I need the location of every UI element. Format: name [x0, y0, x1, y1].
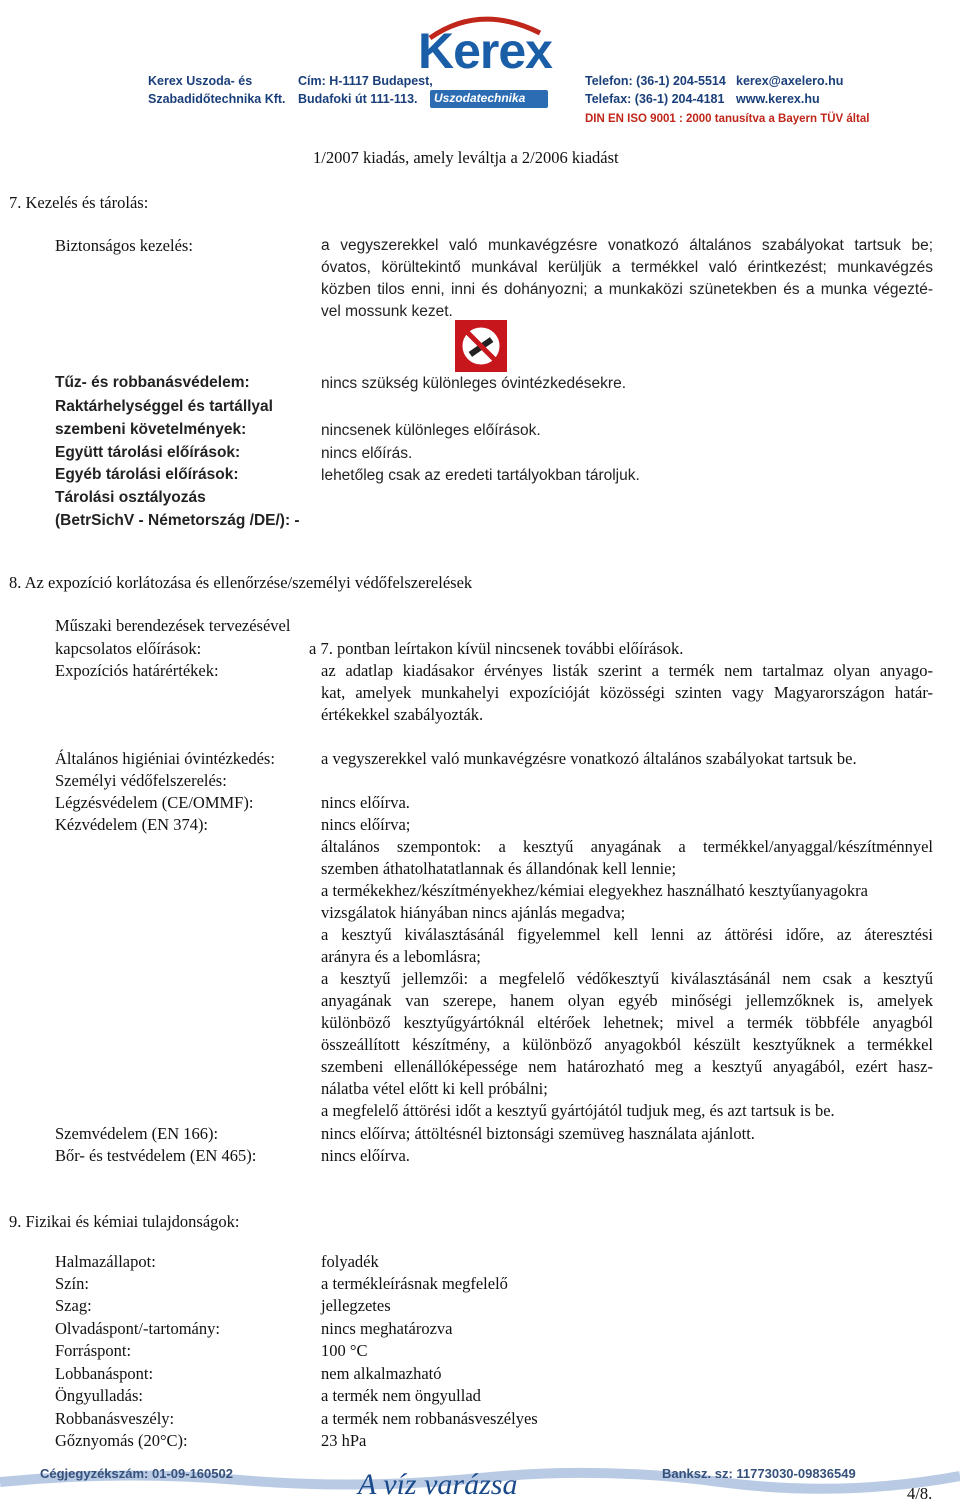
safe-handling-line: a vegyszerekkel való munkavégzésre vonatkozó általános szabályokat tartsuk be;: [321, 237, 933, 254]
property-value: 100 °C: [321, 1341, 368, 1360]
property-label: Robbanásveszély:: [55, 1409, 175, 1428]
hand-protection-line: szembeni ellenállóképessége nem határozható meg a kesztyű anyagából, ezért hasz-: [321, 1057, 933, 1076]
other-storage-label: Egyéb tárolási előírások:: [55, 466, 239, 483]
hygiene-value: a vegyszerekkel való munkavégzésre vonatkozó általános szabályokat tartsuk be.: [321, 749, 857, 768]
property-label: Gőznyomás (20°C):: [55, 1431, 188, 1450]
engineering-label-1: Műszaki berendezések tervezésével: [55, 616, 291, 635]
storage-class-label-2: (BetrSichV - Németország /DE/): -: [55, 512, 300, 529]
iso-cert: DIN EN ISO 9001 : 2000 tanusítva a Bayern TÜV által: [585, 113, 870, 125]
property-value: a termék nem robbanásveszélyes: [321, 1409, 538, 1428]
fire-protection-label: Tűz- és robbanásvédelem:: [55, 374, 250, 391]
storage-class-label-1: Tárolási osztályozás: [55, 489, 206, 506]
property-label: Halmazállapot:: [55, 1252, 156, 1271]
exposure-limits-line: az adatlap kiadásakor érvényes listák szerint a termék nem tartalmaz olyan anyago-: [321, 661, 933, 680]
address-1: Cím: H-1117 Budapest,: [298, 74, 433, 88]
storage-req-label-2: szembeni követelmények:: [55, 421, 247, 438]
company-registry: Cégjegyzékszám: 01-09-160502: [40, 1466, 233, 1481]
eye-protection-value: nincs előírva; áttöltésnél biztonsági szemüveg használata ajánlott.: [321, 1124, 755, 1143]
property-value: jellegzetes: [321, 1296, 391, 1315]
hand-protection-line: a kesztyű kiválasztásánál figyelemmel kell lenni az áttörési időre, az áteresztési: [321, 925, 933, 944]
eye-protection-label: Szemvédelem (EN 166):: [55, 1124, 219, 1143]
company-name-2: Szabadidőtechnika Kft.: [148, 92, 286, 106]
engineering-value: a 7. pontban leírtakon kívül nincsenek további előírások.: [309, 639, 684, 658]
exposure-limits-line: értékekkel szabályozták.: [321, 705, 484, 724]
slogan: A víz varázsa: [358, 1468, 518, 1501]
property-value: 23 hPa: [321, 1431, 367, 1450]
property-value: folyadék: [321, 1252, 379, 1271]
skin-protection-label: Bőr- és testvédelem (EN 465):: [55, 1146, 257, 1165]
section-9-title: 9. Fizikai és kémiai tulajdonságok:: [9, 1212, 240, 1231]
property-value: nincs meghatározva: [321, 1319, 453, 1338]
property-value: a termékleírásnak megfelelő: [321, 1274, 508, 1293]
joint-storage-value: nincs előírás.: [321, 445, 413, 462]
no-smoking-icon: [455, 320, 507, 372]
property-label: Lobbanáspont:: [55, 1364, 154, 1383]
hand-protection-label: Kézvédelem (EN 374):: [55, 815, 209, 834]
respiratory-label: Légzésvédelem (CE/OMMF):: [55, 793, 254, 812]
storage-req-value: nincsenek különleges előírások.: [321, 422, 541, 439]
page-number: 4/8.: [907, 1484, 933, 1503]
safe-handling-line: vel mossunk kezet.: [321, 303, 453, 320]
property-label: Forráspont:: [55, 1341, 132, 1360]
hand-protection-line: a kesztyű jellemzői: a megfelelő védőkesztyű kiválasztásánál nem csak a kesztyű: [321, 969, 933, 988]
hand-protection-line: anyagának van szerepe, hanem olyan egyéb minőségi jellemzőknek is, amelyek: [321, 991, 933, 1010]
hand-protection-line: arányra és a lebomlásra;: [321, 947, 481, 966]
property-label: Szín:: [55, 1274, 89, 1293]
property-label: Szag:: [55, 1296, 92, 1315]
logo-wordmark: Kerex: [418, 23, 552, 79]
property-label: Olvadáspont/-tartomány:: [55, 1319, 220, 1338]
section-8-title: 8. Az expozíció korlátozása és ellenőrzése/személyi védőfelszerelések: [9, 573, 473, 592]
safe-handling-line: óvatos, körültekintő munkával kerüljük a termékkel való érintkezést; munkavégzés: [321, 259, 933, 276]
hand-protection-line: szemben áthatolhatatlannak és állandónak kell lennie;: [321, 859, 677, 878]
fax: Telefax: (36-1) 204-4181: [585, 92, 725, 106]
engineering-label-2: kapcsolatos előírások:: [55, 639, 202, 658]
fire-protection-value: nincs szükség különleges óvintézkedésekre.: [321, 375, 627, 392]
website: www.kerex.hu: [736, 92, 820, 106]
hand-protection-line: a termékekhez/készítményekhez/kémiai elegyekhez használható kesztyűanyagokra: [321, 881, 868, 900]
email: kerex@axelero.hu: [736, 74, 844, 88]
hand-protection-line: nálatba vétel előtt ki kell próbálni;: [321, 1079, 548, 1098]
hygiene-label: Általános higiéniai óvintézkedés:: [55, 749, 275, 768]
exposure-limits-label: Expozíciós határértékek:: [55, 661, 219, 680]
bank-account: Banksz. sz: 11773030-09836549: [662, 1466, 856, 1481]
ppe-label: Személyi védőfelszerelés:: [55, 771, 227, 790]
hand-protection-line: a megfelelő áttörési időt a kesztyű gyártójától tudjuk meg, és azt tartsuk is be.: [321, 1101, 835, 1120]
property-value: a termék nem öngyullad: [321, 1386, 481, 1405]
hand-protection-line: általános szempontok: a kesztyű anyagának a termékkel/anyaggal/készítménnyel: [321, 837, 933, 856]
exposure-limits-line: kat, amelyek munkahelyi expozícióját közösségi szinten vagy Magyarországon határ-: [321, 683, 933, 702]
company-name-1: Kerex Uszoda- és: [148, 74, 253, 88]
other-storage-value: lehetőleg csak az eredeti tartályokban tároljuk.: [321, 467, 640, 484]
skin-protection-value: nincs előírva.: [321, 1146, 410, 1165]
phone: Telefon: (36-1) 204-5514: [585, 74, 726, 88]
property-value: nem alkalmazható: [321, 1364, 442, 1383]
edition-note: 1/2007 kiadás, amely leváltja a 2/2006 kiadást: [313, 148, 619, 167]
address-2: Budafoki út 111-113.: [298, 92, 418, 106]
hand-protection-line: különböző kesztyűgyártóknál eltérőek lehetnek; mivel a termék többféle anyagból: [321, 1013, 933, 1032]
hand-protection-line: vizsgálatok hiányában nincs ajánlás megadva;: [321, 903, 626, 922]
section-7-title: 7. Kezelés és tárolás:: [9, 193, 149, 212]
joint-storage-label: Együtt tárolási előírások:: [55, 444, 241, 461]
safe-handling-label: Biztonságos kezelés:: [55, 236, 193, 255]
hand-protection-line: nincs előírva;: [321, 815, 411, 834]
safe-handling-line: közben tilos enni, inni és dohányozni; a munkaközi szünetekben és a munka végezté-: [321, 281, 933, 298]
property-label: Öngyulladás:: [55, 1386, 143, 1405]
hand-protection-line: összeállított készítmény, a különböző anyagokból készült kesztyűknek a termékkel: [321, 1035, 933, 1054]
respiratory-value: nincs előírva.: [321, 793, 410, 812]
logo-tagline: Uszodatechnika: [434, 91, 526, 105]
storage-req-label-1: Raktárhelységgel és tartállyal: [55, 398, 273, 415]
